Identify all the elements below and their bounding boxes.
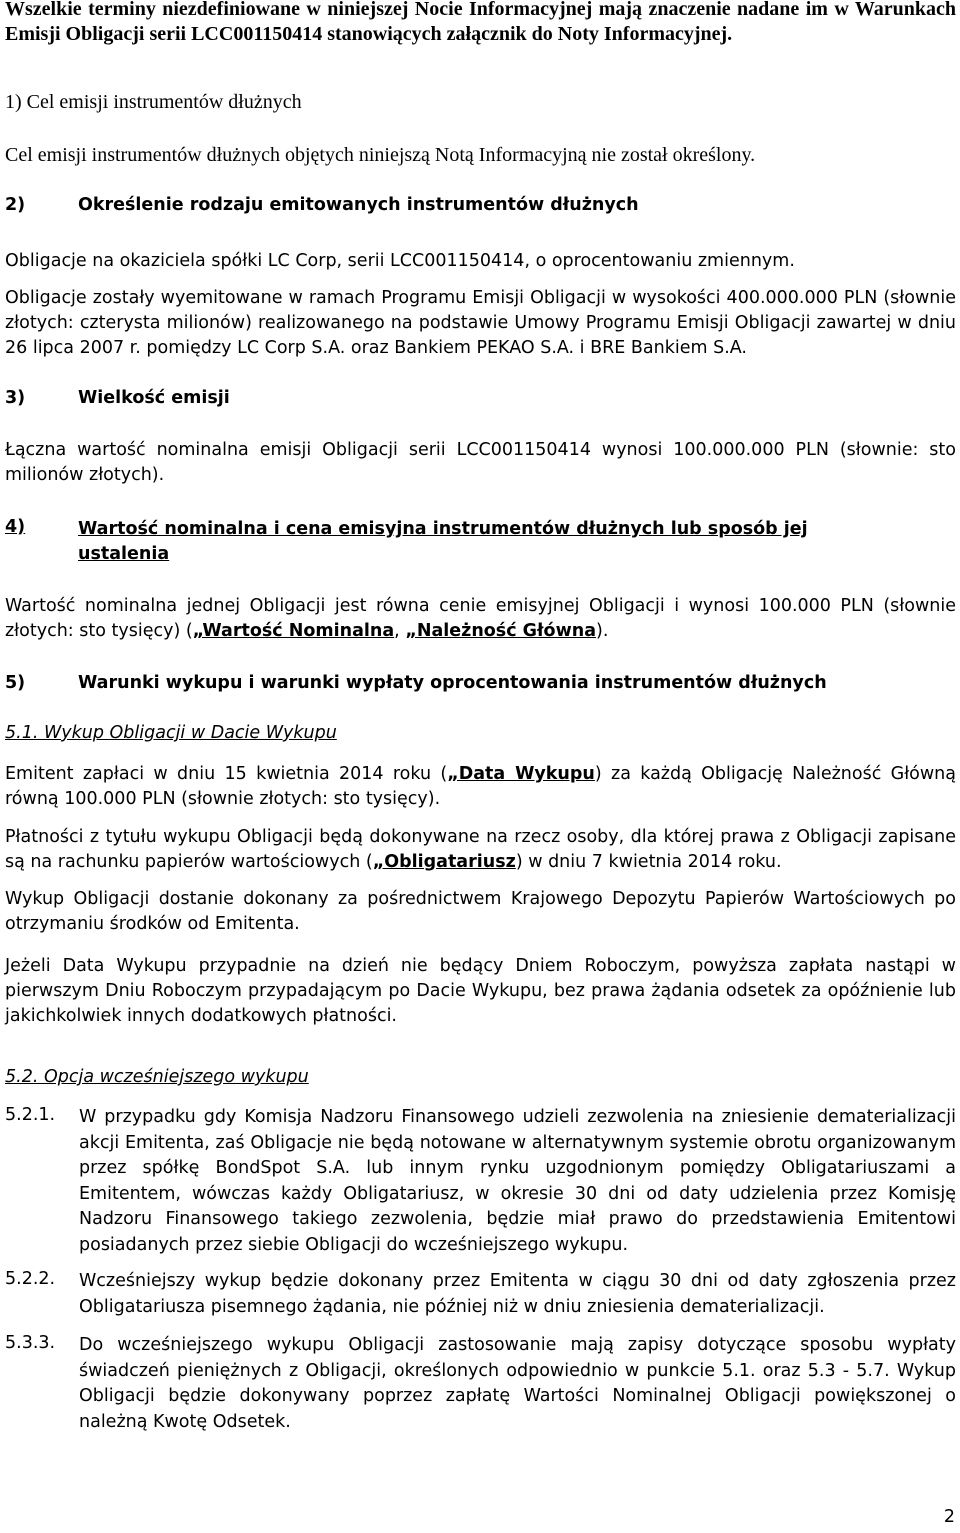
section-4-heading bbox=[5, 517, 885, 567]
defined-term: „Obligatariusz bbox=[372, 852, 516, 872]
text-run: ) w dniu 7 kwietnia 2014 roku. bbox=[515, 852, 782, 872]
text-run: , bbox=[394, 621, 406, 641]
item-5-2-2-text: Wcześniejszy wykup będzie dokonany przez Emitenta w ciągu 30 dni od daty zgłoszenia przez Obligatariusza pisemnego żądania, nie później niż w dniu zniesienia dematerializacji. bbox=[79, 1271, 956, 1317]
section-number: 3) bbox=[5, 388, 26, 408]
section-3-body: Łączna wartość nominalna emisji Obligacji serii LCC001150414 wynosi 100.000.000 PLN (słownie: sto milionów złotych). bbox=[5, 440, 956, 485]
defined-term: „Wartość Nominalna bbox=[192, 621, 395, 641]
section-title: Określenie rodzaju emitowanych instrumentów dłużnych bbox=[78, 195, 639, 215]
text-run: ). bbox=[596, 621, 609, 641]
item-number: 5.3.3. bbox=[5, 1333, 56, 1353]
item-5-2-1-text: W przypadku gdy Komisja Nadzoru Finansowego udzieli zezwolenia na zniesienie dematerializacji akcji Emitenta, zaś Obligacje nie będą notowane w alternatywnym systemie obrotu organizowanym przez spółkę BondSpot S.A. lub innym rynku uzgodnionym pomiędzy Obligatariuszami a Emitentem, wówczas każdy Obligatariusz, w okresie 30 dni od daty udzielenia przez Komisję Nadzoru Finansowego takiego zezwolenia, będzie miał prawo do przedstawienia Emitentowi posiadanych przez siebie Obligacji do wcześniejszego wykupu. bbox=[79, 1107, 956, 1255]
text-run: ) za każdą Obligację Należność Główną równą 100.000 PLN (słownie złotych: sto tysięcy). bbox=[5, 764, 956, 809]
section-5-1-para-4: Jeżeli Data Wykupu przypadnie na dzień nie będący Dniem Roboczym, powyższa zapłata nastąpi w pierwszym Dniu Roboczym przypadającym po Dacie Wykupu, bez prawa żądania odsetek za opóźnienie lub jakichkolwiek innych dodatkowych płatności. bbox=[5, 956, 956, 1026]
section-1-body: Cel emisji instrumentów dłużnych objętych niniejszą Notą Informacyjną nie został określony. bbox=[5, 144, 756, 166]
section-title: Wielkość emisji bbox=[78, 388, 230, 408]
subsection-5-2-heading: 5.2. Opcja wcześniejszego wykupu bbox=[5, 1067, 309, 1087]
section-5-1-para-3: Wykup Obligacji dostanie dokonany za pośrednictwem Krajowego Depozytu Papierów Wartościowych po otrzymaniu środków od Emitenta. bbox=[5, 889, 956, 934]
section-1-heading: 1) Cel emisji instrumentów dłużnych bbox=[5, 91, 302, 113]
section-3-heading bbox=[5, 388, 230, 408]
intro-paragraph: Wszelkie terminy niezdefiniowane w niniejszej Nocie Informacyjnej mają znaczenie nadane im w Warunkach Emisji Obligacji serii LCC001150414 stanowiących załącznik do Noty Informacyjnej. bbox=[5, 0, 956, 45]
text-run: Emitent zapłaci w dniu 15 kwietnia 2014 roku ( bbox=[5, 764, 448, 784]
section-5-heading bbox=[5, 673, 827, 693]
item-5-3-3-text: Do wcześniejszego wykupu Obligacji zastosowanie mają zapisy dotyczące sposobu wypłaty świadczeń pieniężnych z Obligacji, określonych odpowiednio w punkcie 5.1. oraz 5.3 - 5.7. Wykup Obligacji będzie dokonywany poprzez zapłatę Wartości Nominalnej Obligacji powiększonej o należną Kwotę Odsetek. bbox=[79, 1335, 956, 1432]
defined-term: „Należność Główna bbox=[405, 621, 597, 641]
section-2-para-1: Obligacje na okaziciela spółki LC Corp, serii LCC001150414, o oprocentowaniu zmiennym. bbox=[5, 251, 795, 271]
section-title: Warunki wykupu i warunki wypłaty oprocentowania instrumentów dłużnych bbox=[78, 673, 827, 693]
page-number: 2 bbox=[943, 1507, 955, 1527]
section-number: 2) bbox=[5, 195, 26, 215]
section-5-1-para-1 bbox=[5, 762, 956, 812]
section-2-heading bbox=[5, 195, 639, 215]
section-number: 4) bbox=[5, 517, 26, 537]
section-2-para-2: Obligacje zostały wyemitowane w ramach Programu Emisji Obligacji w wysokości 400.000.000 PLN (słownie złotych: czterysta milionów) realizowanego na podstawie Umowy Programu Emisji Obligacji zawartej w dniu 26 lipca 2007 r. pomiędzy LC Corp S.A. oraz Bankiem PEKAO S.A. i BRE Bankiem S.A. bbox=[5, 288, 956, 358]
text-run: Płatności z tytułu wykupu Obligacji będą dokonywane na rzecz osoby, dla której prawa z Obligacji zapisane są na rachunku papierów wartościowych ( bbox=[5, 827, 956, 872]
defined-term: „Data Wykupu bbox=[447, 764, 595, 784]
item-number: 5.2.1. bbox=[5, 1105, 56, 1125]
item-number: 5.2.2. bbox=[5, 1269, 56, 1289]
section-title: Wartość nominalna i cena emisyjna instrumentów dłużnych lub sposób jej ustalenia bbox=[78, 519, 808, 564]
subsection-5-1-heading: 5.1. Wykup Obligacji w Dacie Wykupu bbox=[5, 723, 337, 743]
section-5-1-para-2 bbox=[5, 825, 956, 875]
section-4-body bbox=[5, 594, 956, 644]
section-number: 5) bbox=[5, 673, 26, 693]
text-run: Wartość nominalna jednej Obligacji jest równa cenie emisyjnej Obligacji i wynosi 100.000 PLN (słownie złotych: sto tysięcy) ( bbox=[5, 596, 956, 641]
